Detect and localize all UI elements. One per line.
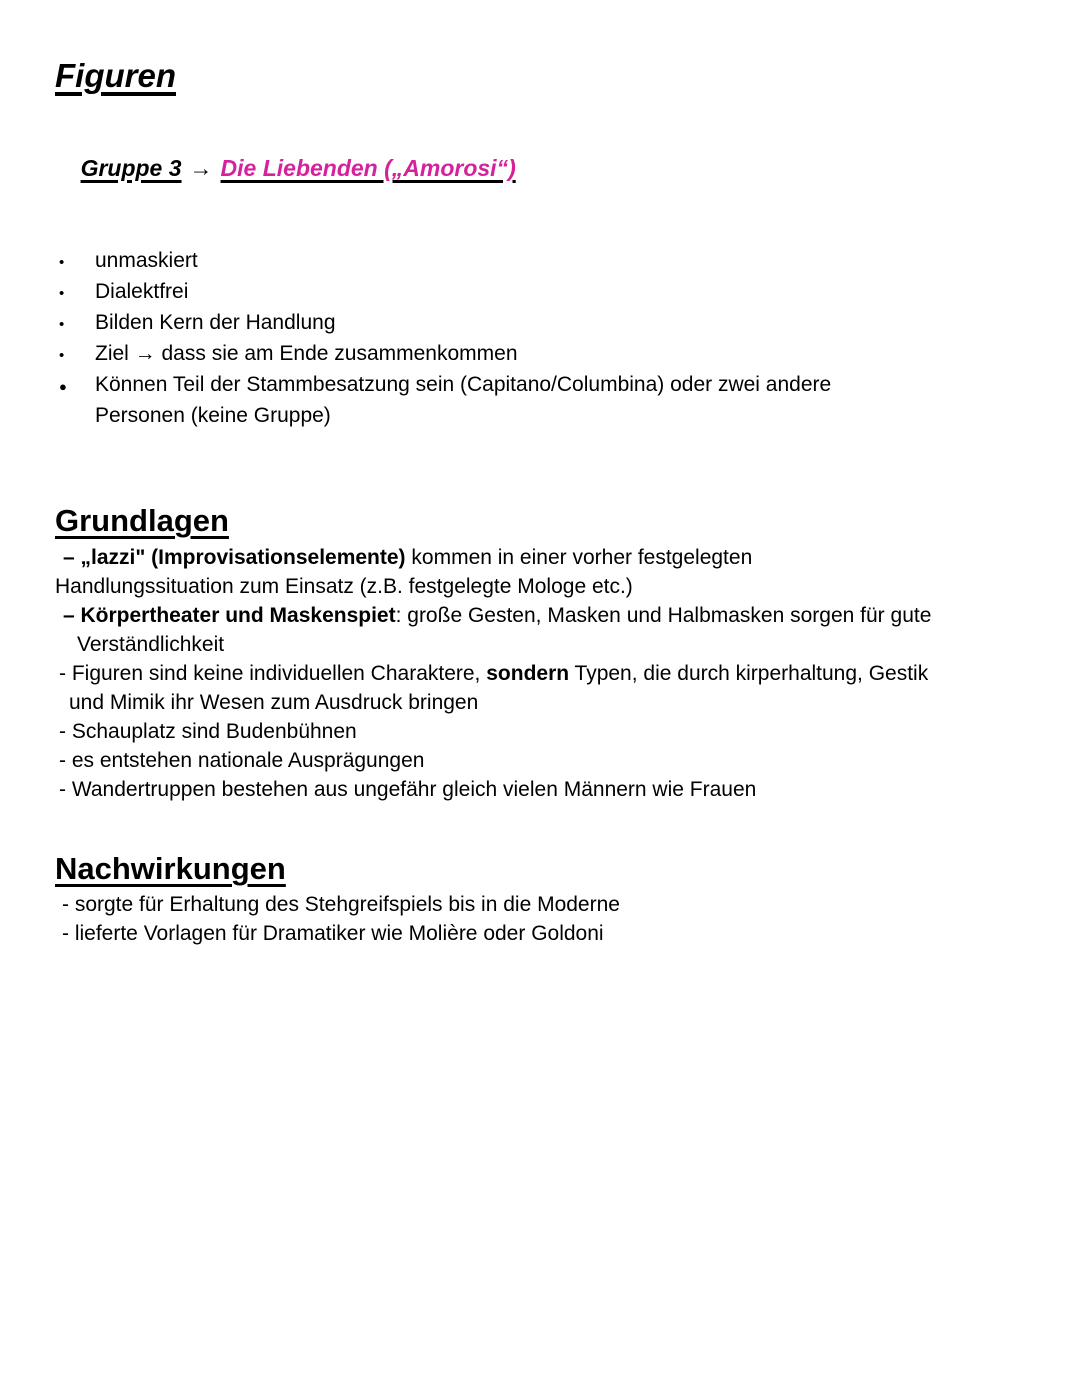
text-segment: - lieferte Vorlagen für Dramatiker wie Molière oder Goldoni (62, 922, 604, 945)
figuren-bullet-list (55, 246, 1050, 430)
text-line (55, 659, 1050, 688)
text-line (55, 688, 1050, 717)
text-line (55, 775, 1050, 804)
text-line (55, 601, 1050, 630)
arrow-icon: → (189, 155, 213, 181)
bullet-icon: • (59, 347, 65, 364)
text-segment: - Schauplatz sind Budenbühnen (59, 720, 357, 743)
bullet-icon: ● (59, 379, 67, 394)
text-segment: Handlungssituation zum Einsatz (z.B. festgelegte Mologe etc.) (55, 575, 633, 598)
text-line (55, 543, 1050, 572)
text-segment: - Figuren sind keine individuellen Charaktere, (59, 662, 487, 685)
section-heading-grundlagen (55, 502, 1050, 540)
page-title-text: Figuren (55, 57, 176, 94)
bullet-item (55, 277, 1050, 308)
text-line (55, 919, 1050, 948)
section-heading-text: Grundlagen (55, 503, 229, 538)
text-segment-bold: – „lazzi" (Improvisationselemente) (63, 546, 406, 569)
text-segment: Verständlichkeit (77, 633, 225, 656)
bullet-item (55, 246, 1050, 277)
bullet-text: Dialektfrei (95, 280, 189, 303)
bullet-item (55, 339, 1050, 370)
bullet-icon: • (59, 285, 65, 302)
bullet-item (55, 370, 1050, 401)
text-line (55, 746, 1050, 775)
nachwirkungen-body (55, 890, 1050, 948)
text-segment: kommen in einer vorher festgelegten (405, 546, 753, 569)
text-segment: - Wandertruppen bestehen aus ungefähr gleich vielen Männern wie Frauen (59, 778, 757, 801)
subtitle-prefix: Gruppe 3 (80, 155, 182, 181)
bullet-text: Personen (keine Gruppe) (95, 404, 331, 427)
group-subtitle (55, 126, 1050, 210)
text-segment: und Mimik ihr Wesen zum Ausdruck bringen (69, 691, 479, 714)
section-heading-nachwirkungen (55, 850, 1050, 888)
page-title (55, 56, 1050, 96)
bullet-item-continuation (55, 401, 1050, 430)
bullet-icon: • (59, 254, 65, 271)
text-line (55, 572, 1050, 601)
bullet-text: Können Teil der Stammbesatzung sein (Capitano/Columbina) oder zwei andere (95, 373, 832, 396)
bullet-text: Bilden Kern der Handlung (95, 311, 336, 334)
bullet-icon: • (59, 316, 65, 333)
text-segment-bold: – Körpertheater und Maskenspiet (63, 604, 396, 627)
text-line (55, 890, 1050, 919)
text-line (55, 630, 1050, 659)
text-segment: - es entstehen nationale Ausprägungen (59, 749, 425, 772)
text-segment: - sorgte für Erhaltung des Stehgreifspiels bis in die Moderne (62, 893, 620, 916)
text-line (55, 717, 1050, 746)
text-segment-bold: sondern (486, 662, 570, 685)
grundlagen-body (55, 543, 1050, 804)
subtitle-highlight: Die Liebenden („Amorosi“) (220, 155, 516, 181)
section-heading-text: Nachwirkungen (55, 851, 286, 886)
bullet-text: Ziel → dass sie am Ende zusammenkommen (95, 342, 518, 365)
bullet-item (55, 308, 1050, 339)
text-segment: : große Gesten, Masken und Halbmasken sorgen für gute (395, 604, 932, 627)
bullet-text: unmaskiert (95, 249, 198, 272)
text-segment: Typen, die durch kirperhaltung, Gestik (569, 662, 929, 685)
